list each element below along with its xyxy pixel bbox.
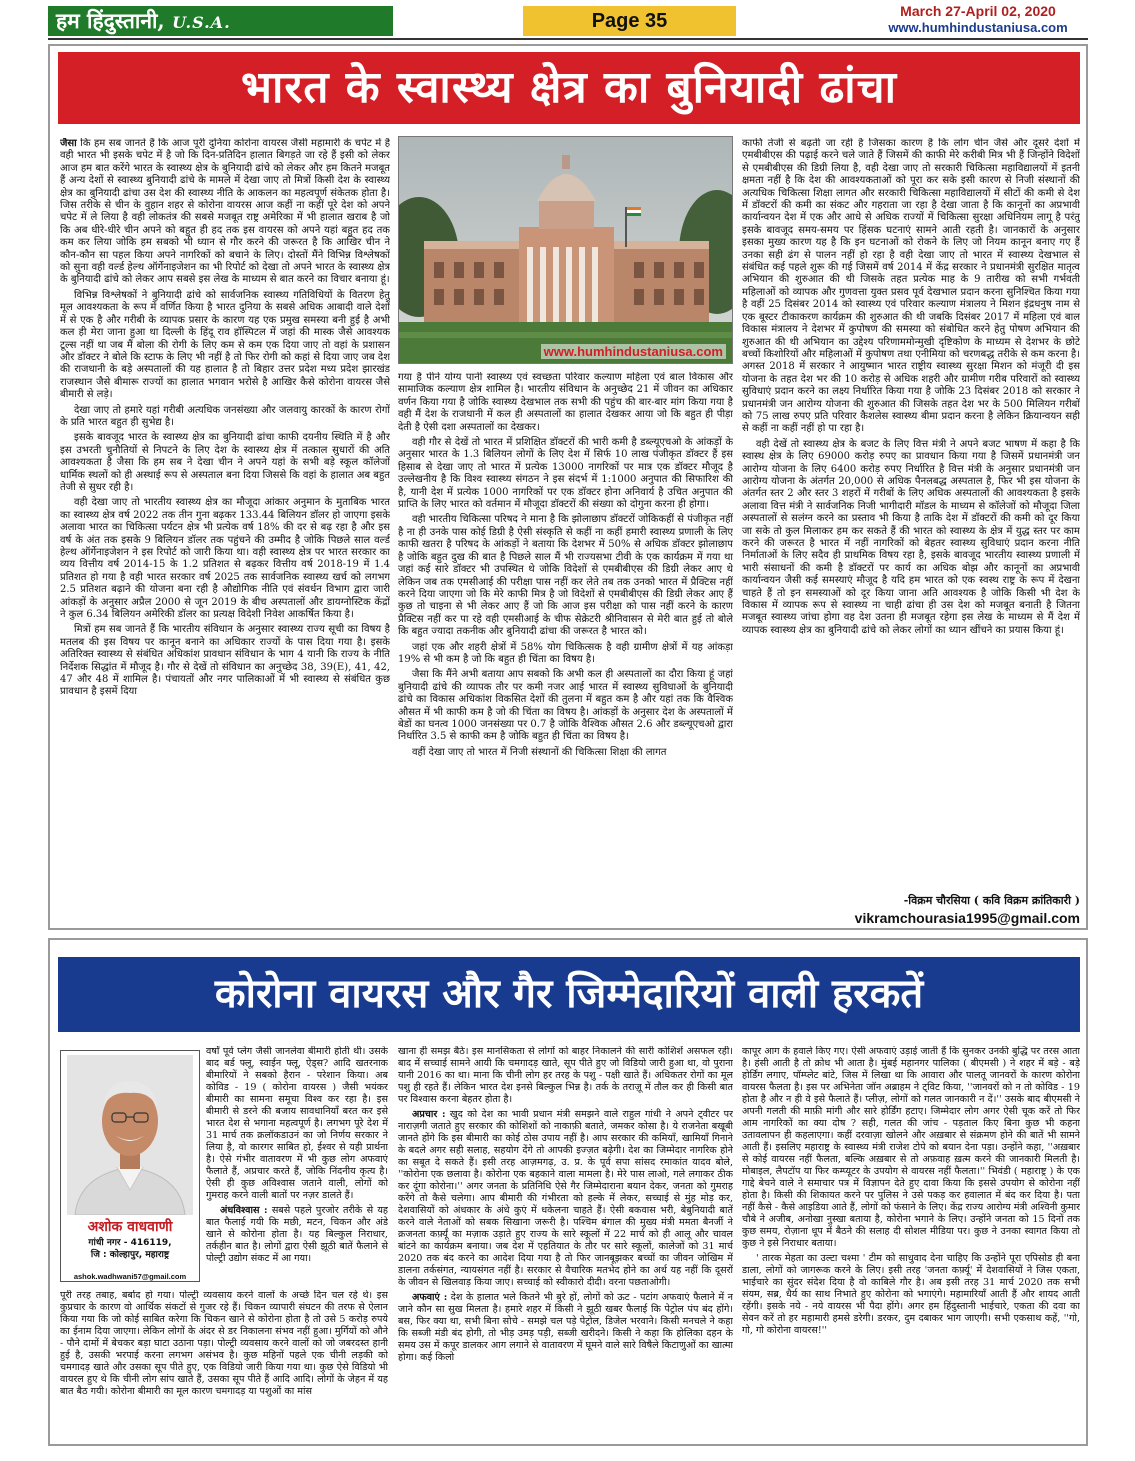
article-paragraph: मित्रों हम सब जानते हैं कि भारतीय संविधान के अनुसार स्वास्थ्य राज्य सूची का विषय है मतलब की इस विषय पर कानून बनाने का अधिकार राज्यों के पास दिया गया है। इसके अतिरिक्त स्वास्थ्य से संबंधित अधिकांश प्रावधान संविधान के भाग 4 यानी कि राज्य के नीति निर्देशक सिद्धांत में मौजूद है। गौर से देखें तो संविधान का अनुच्छेद 38, 39(E), 41, 42, 47 और 48 में शामिल है। पंचायतों और नगर पालिकाओं में भी स्वास्थ्य से संबंधित कुछ प्रावधान है इसमें दिया [60,624,390,698]
article-paragraph: जहां एक और शहरी क्षेत्रों में 58% योग चिकित्सक है वही ग्रामीण क्षेत्रों में यह आंकड़ा 19% से भी कम है जो कि बहुत ही चिंता का विषय है। [398,641,733,665]
article-paragraph: वही गौर से देखें तो भारत में प्रशिक्षित डॉक्टरों की भारी कमी है डब्ल्यूएचओ के आंकड़ों के अनुसार भारत के 1.3 बिलियन लोगों के लिए देश में सिर्फ 10 लाख पंजीकृत डॉक्टर हैं इस हिसाब से देखा जाए तो भारत में प्रत्येक 13000 नागरिकों पर मात्र एक डॉक्टर मौजूद है उल्लेखनीय है कि विश्व स्वास्थ्य संगठन ने इस संदर्भ में 1:1000 अनुपात की सिफारिश की है, यानी देश में प्रत्येक 1000 नागरिकों पर एक डॉक्टर होना अनिवार्य है उचित अनुपात की प्राप्ति के लिए भारत को वर्तमान में मौजूदा डॉक्टरों की संख्या को दोगुना करना ही होगा। [398,437,733,511]
author-address-line-1: गांधी नगर - 416119, [88,1238,172,1248]
newspaper-name [48,6,393,36]
building-illustration [399,137,733,364]
newspaper-region: U.S.A. [172,13,231,32]
article-headline: कोरोना वायरस और गैर जिम्मेदारियों वाली हरकतें [58,957,1080,1032]
article-column-2 [398,372,733,926]
article-column-1 [60,138,390,926]
article-paragraph: देखा जाए तो हमारे यहां गरीबी अत्यधिक जनसंख्या और जलवायु कारकों के कारण रोगों के प्रति भारत बहुत ही सुभेद्य है। [60,404,390,428]
article-column-3 [742,138,1080,890]
article-paragraph: गया है पीने योग्य पानी स्वास्थ्य एवं स्वच्छता परिवार कल्याण महिला एवं बाल विकास और सामाजिक कल्याण क्षेत्र शामिल है। भारतीय संविधान के अनुच्छेद 21 में जीवन का अधिकार वर्णन किया गया है जोकि स्वास्थ्य देखभाल तक सभी की पहुंच की बार-बार मांग किया गया है वही मैं देश के राजधानी में कल ही अस्पतालों का हालात देखकर आया जो कि बहुत ही पीड़ा देती है ऐसी दशा अस्पतालों का देखकर। [398,372,733,433]
article-paragraph: इसके बावजूद भारत के स्वास्थ्य क्षेत्र का बुनियादी ढांचा काफी दयनीय स्थिति में है और इस उभरती चुनौतियों से निपटने के लिए देश के स्वास्थ्य क्षेत्र में तत्काल सुधारों की अति आवश्यकता है जैसा कि हम सब ने देखा चीन ने अपने यहां के सभी बड़े स्कूल कॉलेजों धार्मिक स्थलों को ही अस्थाई रूप से अस्पताल बना दिया जिससे कि वहां के हालात अब बहुत तेजी से सुधर रही है। [60,432,390,493]
masthead [48,3,1088,40]
article-column-1-top [206,1046,388,1288]
author-address [61,1237,199,1261]
author-email[interactable]: ashok.wadhwani57@gmail.com [73,1272,187,1281]
author-email[interactable]: vikramchourasia1995@gmail.com [854,910,1080,926]
issue-date: March 27-April 02, 2020 [900,3,1056,19]
article-column-3 [742,1046,1080,1440]
author-photo-icon [67,1055,193,1215]
article-headline: भारत के स्वास्थ्य क्षेत्र का बुनियादी ढांचा [58,52,1080,124]
masthead-info [868,3,1088,36]
author-portrait [67,1055,193,1215]
author-card [60,1050,200,1282]
article-paragraph: जैसा कि हम सब जानते हैं कि आज पूरी दुनिया कोरोना वायरस जैसी महामारी के चपेट में है वही भारत भी इसके चपेट में है जो कि दिन-प्रतिदिन हालात बिगड़ते जा रहे हैं इसी को लेकर आज हम बात करेंगे भारत के स्वास्थ्य क्षेत्र के बुनियादी ढांचे को लेकर और हम कितने मजबूत हैं अन्य देशों से स्वास्थ्य बुनियादी ढांचे के मामले में देखा जाए तो मित्रों किसी देश के स्वास्थ्य क्षेत्र का बुनियादी ढांचा उस देश की स्वास्थ्य नीति के आकलन का महत्वपूर्ण संकेतक होता है। जिस तरीके से चीन के वुहान शहर से कोरोना वायरस आज कहीं ना कहीं पूरे देश को अपने चपेट में ले लिया है वही लोकतंत्र की सबसे मजबूत राष्ट्र अमेरिका में भी हालात खराब है जो कि अब धीरे-धीरे चीन अपने को बहुत ही हद तक इस वायरस को अपने यहां बहुत हद तक कम कर लिया जोकि हम सबको भी ध्यान से गौर करने की जरूरत है कि आखिर चीन ने कौन-कौन सा पहल किया अपने नागरिकों को बचाने के लिए। दोस्तों मैंने विभिन्न विश्लेषकों को सुना वही वर्ल्ड हेल्थ ऑर्गेनाइजेशन का भी रिपोर्ट को देखा तो अपने भारत के स्वास्थ्य क्षेत्र के बुनियादी ढांचे को लेकर आप सबसे इस लेख के माध्यम से बात करने का विचार बनाया हूं। [60,138,390,286]
article-paragraph: कापूर आग के हवाले किए गए। ऐसी अफवाएं उड़ाई जाती हैं कि सुनकर उनकी बुद्धि पर तरस आता है। हंसी आती है तो क्रोध भी आता है। मुंबई महानगर पालिका ( बीएमसी ) ने शहर में बड़े - बड़े होर्डिंग लगाए, पॉम्प्लेट बांटे, जिस में लिखा था कि आवारा और पालतू जानवरों के कारण कोरोना वायरस फैलता है। इस पर अभिनेता जॉन अब्राहम ने ट्विट किया, ''जानवरों को न तो कोविड - 19 होता है और न ही वे इसे फैलाते हैं। प्लीज़, लोगों को गलत जानकारी न दें।'' उसके बाद बीएमसी ने अपनी गलती की माफ़ी मांगी और सारे होर्डिंग हटाए। जिम्मेदार लोग अगर ऐसी चूक करें तो फिर आम नागरिकों का क्या दोष ? सही, गलत की जांच - पड़ताल किए बिना कुछ भी कहना उतावलापन ही कहलाएगा। कहीं दरवाज़ा खोलने और अख़बार से संक्रमण होने की बातें भी सामने आती हैं। इसलिए महाराष्ट्र के स्वास्थ्य मंत्री राजेश टोपे को बयान देना पड़ा। उन्होंने कहा, ''अख़बार से कोई वायरस नहीं फैलता, बल्कि अख़बार से तो अफ़वाह ख़त्म करने की जानकारी मिलती है। मोबाइल, लैपटॉप या फिर कम्प्यूटर के उपयोग से वायरस नहीं फैलता।'' भिवंडी ( महाराष्ट्र ) के एक गाद्दे बेचने वाले ने समाचार पत्र में विज्ञापन देते हुए दावा किया कि इससे उपयोग से कोरोना नहीं होता है। किसी की शिकायत करने पर पुलिस ने उसे पकड़ कर हवालात में बंद कर दिया है। पता नहीं कैसे - कैसे आइडिया आते हैं, लोगों को फंसाने के लिए। केंद्र राज्य आरोग्य मंत्री अश्विनी कुमार चौबे ने अजीब, अनोखा नुस्खा बताया है, कोरोना भगाने के लिए। उन्होंने जनता को 15 दिनों तक कुछ समय, रोज़ाना धूप में बैठने की सलाह दी सोशल मीडिया पर। कुछ ने उनका स्वागत किया तो कुछ ने इसे निराधार बताया। [742,1046,1080,1249]
article-paragraph: खाना ही समझ बैठे। इस मानसिकता से लोगों को बाहर निकालने की सारी कोशिशें असफल रही। बाद में सच्चाई सामने आयी कि चमगादड़ खाते, सूप पीते हुए जो विडियो जारी हुआ था, वो पुराना यानी 2016 का था। माना कि चीनी लोग हर तरह के पशु - पक्षी खाते हैं। अधिकतर रोगों का मूल पशु ही रहते हैं। लेकिन भारत देश इनसे बिल्कुल भिन्न है। तर्क के तराज़ू में तौल कर ही किसी बात पर विश्वास करना बेहतर होता है। [398,1046,733,1105]
article-column-2 [398,1046,733,1440]
newspaper-title: हम हिंदुस्तानी, [56,8,165,33]
photo-caption: www.humhindustaniusa.com [541,344,726,359]
article-paragraph: वहीं देखा जाए तो भारत में निजी संस्थानों की चिकित्सा शिक्षा की लागत [412,746,667,758]
article-paragraph: वही देखें तो स्वास्थ्य क्षेत्र के बजट के लिए वित्त मंत्री ने अपने बजट भाषण में कहा है कि स्वास्थ क्षेत्र के लिए 69000 करोड़ रुपए का प्रावधान किया गया है जिसमें प्रधानमंत्री जन आरोग्य योजना के लिए 6400 करोड़ रुपए निर्धारित है वित्त मंत्री के अनुसार प्रधानमंत्री जन आरोग्य योजना के अंतर्गत 20,000 से अधिक पैनलबद्ध अस्पताल है, फिर भी इस योजना के अंतर्गत स्तर 2 और स्तर 3 शहरों में गरीबों के लिए अधिक अस्पतालों की आवश्यकता है इसके अलावा वित्त मंत्री ने सार्वजनिक निजी भागीदारी मॉडल के माध्यम से कॉलेजों को मौजूदा जिला अस्पतालों से सलंग्न करने का प्रस्ताव भी किया है ताकि देश में डॉक्टरों की कमी को दूर किया जा सके तो कुल मिलाकर हम कर सकते हैं की भारत को स्वास्थ्य के क्षेत्र में युद्ध स्तर पर काम करने की जरूरत है भारत में नहीं नागरिकों को बेहतर स्वास्थ्य सुविधाएं प्रदान करना नीति निर्माताओं के लिए सदैव ही प्राथमिक विषय रहा है, इसके बावजूद भारतीय स्वास्थ्य प्रणाली में भारी संसाधनों की कमी है डॉक्टरों पर कार्य का अधिक बोझ और कानूनों का अप्रभावी कार्यान्वयन जैसी कई समस्याएं मौजूद है यदि हम भारत को एक स्वस्थ राष्ट्र के रूप में देखना चाहते हैं तो इन समस्याओं को दूर किया जाना अति आवश्यक है जोकि किसी भी देश के विकास में व्यापक रूप से स्वास्थ्य ना चाही ढांचा ही उस देश को मजबूत बनाती है जितना मजबूत स्वास्थ्य जांचा होगा वह देश उतना ही मजबूत रहेगा इस लेख के माध्यम से मैं देश में व्यापक स्वास्थ्य क्षेत्र का बुनियादी ढांचे को लेकर लोगों का ध्यान खींचने का प्रयास किया हूं। [742,438,1080,636]
article-paragraph: वर्षों पूर्व प्लेग जैसी जानलेवा बीमारी होती थी। उसके बाद बर्ड फ्लू, स्वाईन फ्लू, ऐड्स? आदि खतरनाक बीमारियों ने सबको हैरान - परेशान किया। अब कोविड - 19 ( कोरोना वायरस ) जैसी भयंकर बीमारी का सामना समूचा विश्व कर रहा है। इस बीमारी से डरने की बजाय सावधानियाँ बरत कर इसे भारत देश से भगाना महत्वपूर्ण है। लगभग पूरे देश में 31 मार्च तक क्रलॉकडाउनं का जो निर्णय सरकार ने लिया है, वो कारगर साबित हो, ईश्वर से यही प्रार्थना है। ऐसे गंभीर वातावरण में भी कुछ लोग अफवाएं फैलाते हैं, अप्रचार करते हैं, जोकि निंदनीय कृत्य है। ऐसी ही कुछ अविश्वास जताने वाली, लोगों को गुमराह करने वाली बातों पर नज़र डालते हैं। [206,1046,388,1201]
article-paragraph: ' तारक मेहता का उल्टा चश्मा ' टीम को साधुवाद देना चाहिए कि उन्होंने पूरा एपिसोड ही बना डाला, लोगों को जागरूक करने के लिए। इसी तरह 'जनता कर्फ़्यू' में देशवासियों ने जिस एकता, भाईचारे का सुंदर संदेश दिया है वो काबिले गौर है। अब इसी तरह 31 मार्च 2020 तक सभी संयम, सब्र, धैर्य का साथ निभाते हुए कोरोना को भगाएंगे। महामारियाँ आती हैं और शायद आती रहेंगी। इसके नये - नये वायरस भी पैदा होंगे। अगर हम हिंदुस्तानी भाईचारे, एकता की दवा का सेवन करें तो हर महामारी हमसे डरेगी। डरकर, दुम दबाकर भाग जाएगी। सभी एकसाथ कहें, ''गो, गो, गो कोरोना वायरस!'' [742,1253,1080,1336]
supreme-court-photo [398,136,733,364]
article-paragraph: काफी तेजी से बढ़ती जा रही है जिसका कारण है कि लोग चीन जैसे और दूसरे देशों में एमबीबीएस की पढ़ाई करने चले जाते हैं जिसमें की काफी मेरे करीबी मित्र भी हैं जिन्होंने विदेशों से एमबीबीएस की डिग्री लिया है, वही देखा जाए तो सरकारी चिकित्सा महाविद्यालयों में इतनी क्षमता नहीं है कि देश की आवश्यकताओं को पूरा कर सके इसी कारण से निजी संस्थानों की अत्यधिक चिकित्सा शिक्षा लागत और सरकारी चिकित्सा महाविद्यालयों में सीटों की कमी से देश में डॉक्टरों की कमी का संकट और गहराता जा रहा है देखा जाता है कि कानूनों का अप्रभावी कार्यान्वयन देश में एक और आधे से अधिक राज्यों में चिकित्सा सुरक्षा अधिनियम लागू है परंतु इसके बावजूद समय-समय पर हिंसक घटनाएं सामने आती रहती है। जानकारों के अनुसार इसका मुख्य कारण यह है कि इन घटनाओं को रोकने के लिए जो नियम कानून बनाए गए हैं उनका सही ढंग से पालन नहीं हो रहा है वही देखा जाए तो भारत में स्वास्थ्य देखभाल से संबंधित कई पहले शुरू की गई जिसमें वर्ष 2014 में केंद्र सरकार ने प्रधानमंत्री सुरक्षित मातृत्व अभियान की शुरुआत की थी जिसके तहत प्रत्येक माह के 9 तारीख को सभी गर्भवती महिलाओं को व्यापक और गुणवत्ता युक्त प्रसव पूर्व देखभाल प्रदान करना सुनिश्चित किया गया है वहीं 25 दिसंबर 2014 को स्वास्थ्य एवं परिवार कल्याण मंत्रालय ने मिशन इंद्रधनुष नाम से एक बूस्टर टीकाकरण कार्यक्रम की शुरुआत की थी जबकि दिसंबर 2017 में महिला एवं बाल विकास मंत्रालय ने देशभर में कुपोषण की समस्या को संबोधित करने हेतु पोषण अभियान की शुरुआत की थी अभियान का उद्देश्य परिणाममोन्मुखी दृष्टिकोण के माध्यम से देशभर के छोटे बच्चों किशोरियों और महिलाओं में कुपोषण तथा एनीमिया को चरणबद्ध तरीके से कम करना है। अगस्त 2018 में सरकार ने आयुष्मान भारत राष्ट्रीय स्वास्थ्य सुरक्षा मिशन को मंजूरी दी इस योजना के तहत देश भर की 10 करोड़ से अधिक शहरी और ग्रामीण गरीब परिवारों को स्वास्थ्य सुविधाएं प्रदान करने का लक्ष्य निर्धारित किया गया है जोकि 23 दिसंबर 2018 को सरकार ने प्रधानमंत्री जन आरोग्य योजना की शुरुआत की जिसके तहत देश भर के 500 मिलियन गरीबों को 75 लाख रुपए प्रति परिवार कैशलेस स्वास्थ्य बीमा प्रदान करना है लेकिन क्रियान्वयन सही से कहीं ना कहीं नहीं हो पा रहा है। [742,138,1080,435]
article-paragraph: वही देखा जाए तो भारतीय स्वास्थ्य क्षेत्र का मौजूदा आंकार अनुमान के मुताबिक भारत का स्वास्थ्य क्षेत्र वर्ष 2022 तक तीन गुना बढ़कर 133.44 बिलियन डॉलर हो जाएगा इसके अलावा भारत का चिकित्सा पर्यटन क्षेत्र भी प्रत्येक वर्ष 18% की दर से बढ़ रहा है और इस वर्ष के अंत तक इसके 9 बिलियन डॉलर तक पहुंचने की उम्मीद है जोकि पिछले साल वर्ल्ड हेल्थ ऑर्गेनाइजेशन ने इस रिपोर्ट को जारी किया था। वही स्वास्थ्य क्षेत्र पर भारत सरकार का व्यय वित्तीय वर्ष 2014-15 के 1.2 प्रतिशत से बढ़कर वित्तीय वर्ष 2018-19 में 1.4 प्रतिशत हो गया है वही भारत सरकार वर्ष 2025 तक सार्वजनिक स्वास्थ्य खर्च को लगभग 2.5 प्रतिशत बढ़ाने की योजना बना रही है औद्योगिक नीति एवं संवर्धन विभाग द्वारा जारी आंकड़ों के अनुसार अप्रैल 2000 से जून 2019 के बीच अस्पतालों और डायग्नोस्टिक केंद्रों ने कुल 6.34 बिलियन अमेरिकी डॉलर का प्रत्यक्ष विदेशी निवेश आकर्षित किया है। [60,497,390,621]
article-paragraph: विभिन्न विश्लेषकों ने बुनियादी ढांचे को सार्वजनिक स्वास्थ्य गतिविधियों के वितरण हेतु मूल आवश्यकता के रूप में वर्णित किया है भारत दुनिया के सबसे अधिक आबादी वाले देशों में से एक है और गरीबी के व्यापक प्रसार के कारण यह एक प्रमुख समस्या बनी हुई है अभी कल ही मेरा जाना हुआ था दिल्ली के हिंदू राव हॉस्पिटल में जहां की मास्क जैसे आवश्यक टूल्स नहीं था जब मैं बोला की रोगी के लिए कम से कम एक दिया जाए तो वहां के प्रशासन और डॉक्टर ने बोले कि स्टाफ के लिए भी नहीं है तो फिर रोगी को कहां से दिया जाए जब देश की राजधानी के बड़े अस्पतालों की यह हालात है तो बिहार उत्तर प्रदेश मध्य प्रदेश झारखंड राजस्थान जैसे बीमारू राज्यों का हालात भगवान भरोसे है आखिर कैसे कोरोना वायरस जैसे बीमारी से लड़े। [60,289,390,401]
masthead-rule [48,38,1088,40]
page-number: Page 35 [523,6,736,36]
article-paragraph: अंधविश्वास : सबसे पहले पुरजोर तरीके से यह बात फैलाई गयी कि मछी, मटन, चिकन और अंडे खाने से कोरोना होता है। यह बिल्कुल निराधार, तर्कहीन बात है। लोगों द्वारा ऐसी झूठी बातें फैलाने से पोल्ट्री उद्योग संकट में आ गया। [206,1205,388,1264]
article-column-1-bottom [60,1290,388,1440]
author-address-line-2: जि : कोल्हापुर, महाराष्ट्र [90,1250,170,1260]
article-paragraph: वही भारतीय चिकित्सा परिषद ने माना है कि झोलाछाप डॉक्टरों जोकिकहीं से पंजीकृत नहीं है ना ही उनके पास कोई डिग्री है ऐसी संस्कृति से कहीं ना कहीं हमारी स्वास्थ्य प्रणाली के लिए काफी खतरा है परिषद के आंकड़ों ने बताया कि देशभर में 50% से अधिक डॉक्टर झोलाछाप है जोकि बहुत दुख की बात है पिछले साल मैं भी राज्यसभा टीवी के एक कार्यक्रम में गया था जहां कई सारे डॉक्टर भी उपस्थित थे जोकि विदेशों से एमबीबीएस की डिग्री लेकर आए थे लेकिन जब तक एमसीआई की परीक्षा पास नहीं कर लेते तब तक उनको भारत में प्रैक्टिस नहीं करने दिया जाएगा जो कि मेरे काफी मित्र है जो विदेशों से एमबीबीएस की डिग्री लेकर आए हैं कुछ तो चाइना से भी लेकर आए हैं जो कि आज इस परीक्षा को पास नहीं करने के कारण प्रैक्टिस नहीं कर पा रहे वही एमसीआई के चीफ सेक्रेटरी श्रीनिवासन से मेरी बात हुई तो बोले कि बहुत ज्यादा तकनीक और बुनियादी ढांचा की जरूरत है भारत को। [398,514,733,638]
author-byline: -विक्रम चौरसिया ( कवि विक्रम क्रांतिकारी ) [903,894,1080,907]
article-paragraph: पूरी तरह तबाह, बर्बाद हो गया। पोल्ट्री व्यवसाय करने वालों के अच्छे दिन चल रहे थे। इस कुप्रचार के कारण वो आर्थिक संकटों से गुजर रहे हैं। चिकन व्यापारी संघटन की तरफ से ऐलान किया गया कि जो कोई साबित करेगा कि चिकन खाने से कोरोना होता है तो उसे 5 करोड़ रुपये का ईनाम दिया जाएगा। लेकिन लोगों के अंदर से डर निकालना संभव नहीं हुआ। मुर्गियों को औने - पौने दामों में बेचकर बड़ा घाटा उठाना पड़ा। पोल्ट्री व्यवसाय करने वालों को जो जबरदस्त हानी हुई है, उसकी भरपाई करना लगभग असंभव है। कुछ महिनों पहले एक चीनी लड़की को चमगादड़ खाते और उसका सूप पीते हुए, एक विडियो जारी किया गया था। कुछ ऐसे विडियो भी वायरल हुए थे कि चीनी लोग सांप खाते हैं, उसका सूप पीते हैं आदि आदि। लोगों के जेहन में यह बात बैठ गयी। कोरोना बीमारी का मूल कारण चमगादड़ या पशुओं का मांस [60,1290,388,1397]
article-paragraph: जैसा कि मैंने अभी बताया आप सबको कि अभी कल ही अस्पतालों का दौरा किया हूं जहां बुनियादी ढांचे की व्यापक तौर पर कमी नजर आई भारत में स्वास्थ्य सुविधाओं के बुनियादी ढांचे का विकास अधिकांश विकसित देशों की तुलना में बहुत कम है और यहां तक कि वैश्विक औसत में भी काफी कम है जो की चिंता का विषय है। आंकड़ों के अनुसार देश के अस्पतालों में बेडों का घनत्व 1000 जनसंख्या पर 0.7 है जोकि वैश्विक औसत 2.6 और डब्ल्यूएचओ द्वारा निर्धारित 3.5 से काफी कम है जोकि बहुत ही चिंता का विषय है। [398,669,733,743]
article-paragraph: अप्रचार : खुद को देश का भावी प्रधान मंत्री समझने वाले राहुल गांधी ने अपने ट्वीटर पर नाराज़गी जताते हुए सरकार की कोशिशों को नाकाफ़ी बताते, जमकर कोसा है। ये राजनेता बखूबी जानते होंगे कि इस बीमारी का कोई ठोस उपाय नहीं है। आप सरकार की कमियाँ, खामियाँ गिनाने के बदले अगर सही सलाह, सहयोग देंगे तो आपकी इज्ज़त बढ़ेगी। देश का जिम्मेदार नागरिक होने का सबूत दे सकते हैं। इसी तरह आज़मगढ़, उ. प्र. के पूर्व सपा सांसद रमाकांत यादव बोले, ''कोरोना एक छलावा है। कोरोना एक बहकाने वाला मामला है। मेरे पास लाओ, गले लगाकर ठीक कर दूंगा कोरोना।'' अगर जनता के प्रतिनिधि ऐसे गैर जिम्मेदाराना बयान देकर, जनता को गुमराह करेंगे तो कैसे चलेगा। आप बीमारी की गंभीरता को हल्के में लेकर, सच्चाई से मुंह मोड़ कर, देशवासियों को अंधकार के अंधे कुएं में धकेलना चाहते हैं। ऐसी बकवास भरी, बेबुनियादी बातें करने वाले नेताओं को सबक सिखाना जरूरी है। पश्चिम बंगाल की मुख्य मंत्री ममता बैनर्जी ने क्रजनता कर्फ़्यूं का मज़ाक उड़ाते हुए राज्य के सारे स्कूलों में 22 मार्च को ही आलू और चावल बांटने का कार्यक्रम बनाया। जब देश में एहतियात के तौर पर सारे स्कूलों, कालेजों को 31 मार्च 2020 तक बंद करने का आदेश दिया गया है तो फिर जानबूझकर बच्चों का जीवन जोखिम में डालना तर्कसंगत, न्यायसंगत नहीं है। सरकार से वैचारिक मतभेद होने का अर्थ यह नहीं कि दूसरों के जीवन से खिलवाड़ किया जाए। सच्चाई को स्वीकारो दीदी। वरना पछताओगी। [398,1109,733,1288]
website-link[interactable]: www.humhindustaniusa.com [888,20,1068,35]
article-paragraph: अफवाएं : देश के हालात भले कितने भी बुरे हों, लोगों को ऊट - पटांग अफवाएं फैलाने में न जाने कौन सा सुख मिलता है। हमारे शहर में किसी ने झूठी खबर फैलाई कि पेट्रोल पंप बंद होंगे। बस, फिर क्या था, सभी बिना सोचे - समझे चल पड़े पेट्रोल, डिजेल भरवाने। किसी मनचले ने कहा कि सब्जी मंडी बंद होगी, तो भीड़ उमड़ पड़ी, सब्जी खरीदने। किसी ने कहा कि होलिका दहन के समय उस में कपूर डालकर आग लगाने से वातावरण में घूमने वाले सारे विषैले किटाणुओं का खात्मा होगा। कई किलो [398,1292,733,1363]
author-name: अशोक वाधवाणी [87,1219,173,1235]
